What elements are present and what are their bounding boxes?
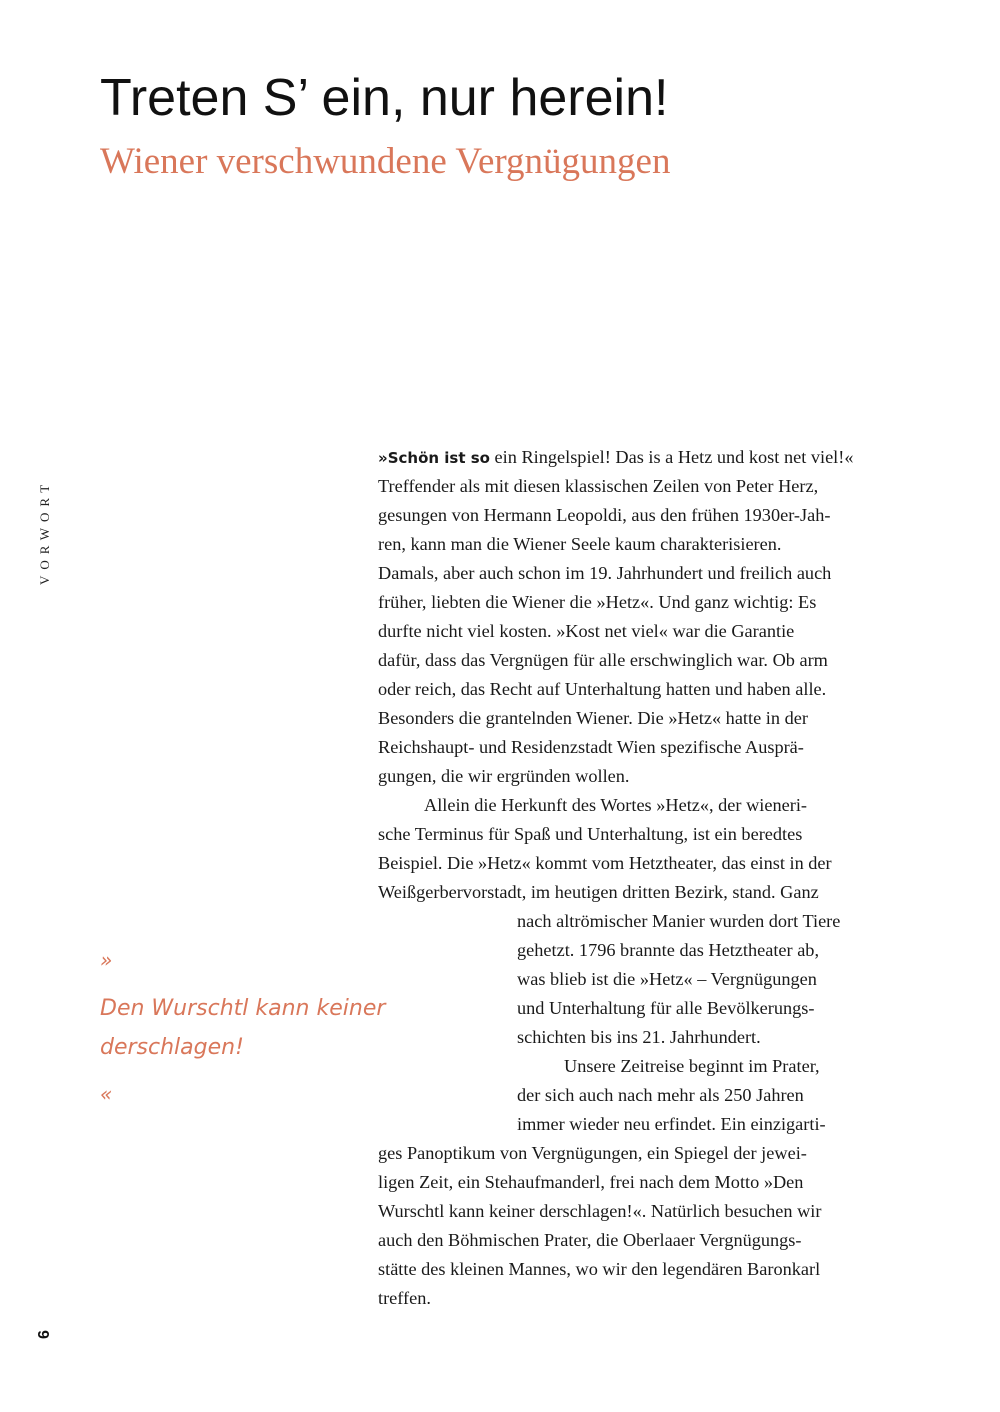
body-lead-in: »Schön ist so	[378, 449, 490, 467]
body-line: gehetzt. 1796 brannte das Hetztheater ab,	[517, 940, 820, 960]
body-line: Wurschtl kann keiner derschlagen!«. Natürlich besuchen wir	[378, 1201, 822, 1221]
pull-quote-close-mark: «	[100, 1082, 113, 1106]
body-line: was blieb ist die »Hetz« – Vergnügungen	[517, 969, 817, 989]
body-line: immer wieder neu erfindet. Ein einzigarti-	[517, 1114, 826, 1134]
body-line: sche Terminus für Spaß und Unterhaltung, ist ein beredtes	[378, 824, 803, 844]
page-number: 6	[36, 1330, 53, 1339]
body-line: stätte des kleinen Mannes, wo wir den legendären Baronkarl	[378, 1259, 821, 1279]
body-line: treffen.	[378, 1288, 431, 1308]
body-line: schichten bis ins 21. Jahrhundert.	[517, 1027, 761, 1047]
pull-quote-open-mark: »	[100, 948, 113, 972]
body-line: dafür, dass das Vergnügen für alle erschwinglich war. Ob arm	[378, 650, 828, 670]
body-line: Unsere Zeitreise beginnt im Prater,	[564, 1056, 820, 1076]
pull-quote-text: Den Wurschtl kann keiner derschlagen!	[100, 996, 386, 1060]
body-line: gungen, die wir ergründen wollen.	[378, 766, 630, 786]
body-line: »Schön ist so ein Ringelspiel! Das is a Hetz und kost net viel!«	[378, 447, 854, 467]
body-line: auch den Böhmischen Prater, die Oberlaaer Vergnügungs-	[378, 1230, 802, 1250]
body-line: Beispiel. Die »Hetz« kommt vom Hetztheater, das einst in der	[378, 853, 832, 873]
body-text	[378, 443, 898, 1313]
page-subtitle: Wiener verschwundene Vergnügungen	[100, 141, 671, 182]
body-line: Allein die Herkunft des Wortes »Hetz«, der wieneri-	[424, 795, 807, 815]
body-line: ligen Zeit, ein Stehaufmanderl, frei nach dem Motto »Den	[378, 1172, 804, 1192]
body-line: Treffender als mit diesen klassischen Zeilen von Peter Herz,	[378, 476, 819, 496]
body-line: früher, liebten die Wiener die »Hetz«. Und ganz wichtig: Es	[378, 592, 817, 612]
body-line: oder reich, das Recht auf Unterhaltung hatten und haben alle.	[378, 679, 827, 699]
body-line: ren, kann man die Wiener Seele kaum charakterisieren.	[378, 534, 782, 554]
page-title: Treten S’ ein, nur herein!	[100, 69, 669, 127]
body-line: durfte nicht viel kosten. »Kost net viel« war die Garantie	[378, 621, 795, 641]
section-label: VORWORT	[37, 478, 52, 585]
body-line: gesungen von Hermann Leopoldi, aus den frühen 1930er-Jah-	[378, 505, 831, 525]
body-line: ges Panoptikum von Vergnügungen, ein Spiegel der jewei-	[378, 1143, 807, 1163]
body-line: Reichshaupt- und Residenzstadt Wien spezifische Ausprä-	[378, 737, 804, 757]
body-line: und Unterhaltung für alle Bevölkerungs-	[517, 998, 815, 1018]
body-line: Damals, aber auch schon im 19. Jahrhundert und freilich auch	[378, 563, 832, 583]
body-line: nach altrömischer Manier wurden dort Tiere	[517, 911, 841, 931]
body-line: Besonders die grantelnden Wiener. Die »Hetz« hatte in der	[378, 708, 808, 728]
pull-quote	[100, 945, 420, 1109]
body-line: Weißgerbervorstadt, im heutigen dritten Bezirk, stand. Ganz	[378, 882, 819, 902]
body-line: der sich auch nach mehr als 250 Jahren	[517, 1085, 804, 1105]
